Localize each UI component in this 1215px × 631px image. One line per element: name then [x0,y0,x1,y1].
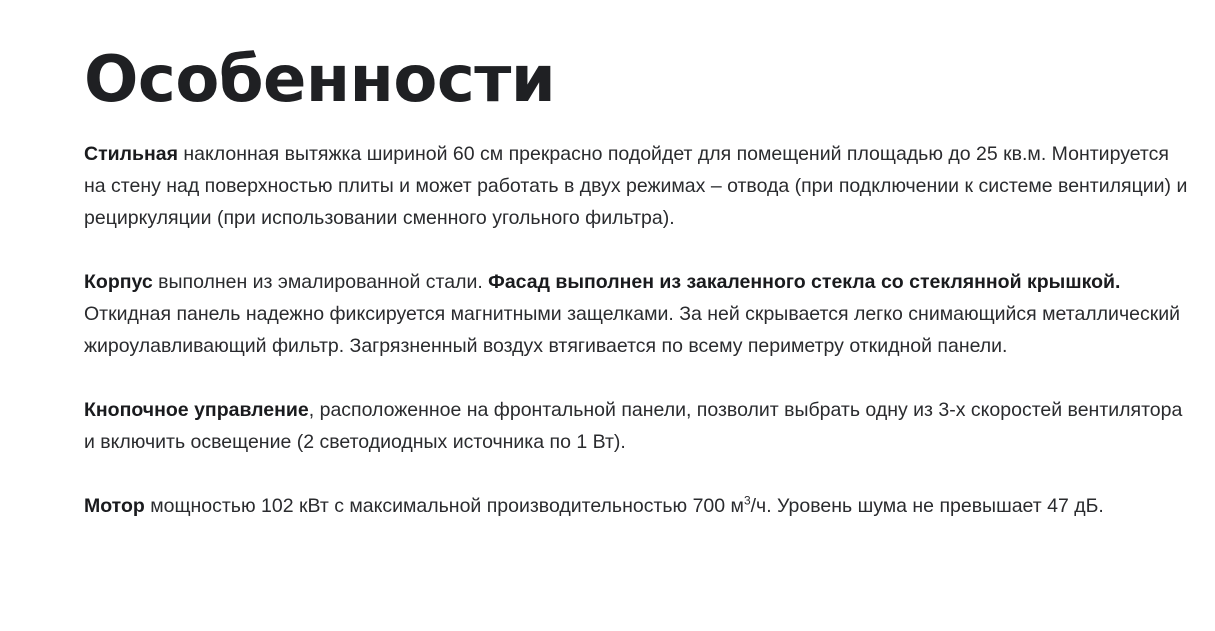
controls-text: , расположенное на фронтальной панели, позволит выбрать одну из 3-х скоростей вентилятора и включить освещение (2 светодиодных источника по 1 Вт). [84,399,1183,453]
motor-text-2: /ч. Уровень шума не превышает 47 дБ. [750,495,1104,517]
style-paragraph [84,138,1194,234]
style-bold-lead: Стильная [84,143,178,165]
features-content [84,40,1194,554]
page-title: Особенности [84,43,556,117]
body-text-2: Откидная панель надежно фиксируется магнитными защелками. За ней скрывается легко снимающийся металлический жироулавливающий фильтр. Загрязненный воздух втягивается по всему периметру откидной панели. [84,303,1181,357]
motor-text-1: мощностью 102 кВт с максимальной производительностью 700 м [144,495,744,517]
motor-paragraph [84,490,1194,522]
body-text-1: выполнен из эмалированной стали. [152,271,489,293]
controls-bold-lead: Кнопочное управление [84,399,309,421]
facade-bold-text: Фасад выполнен из закаленного стекла со стеклянной крышкой. [488,271,1121,293]
body-bold-lead: Корпус [84,271,153,293]
cubic-superscript: 3 [743,493,751,508]
body-paragraph [84,266,1194,362]
motor-bold-lead: Мотор [84,495,145,517]
controls-paragraph [84,394,1194,458]
style-text: наклонная вытяжка шириной 60 см прекрасно подойдет для помещений площадью до 25 кв.м. Монтируется на стену над поверхностью плиты и может работать в двух режимах – отвода (при подключении к системе вентиляции) и рециркуляции (при использовании сменного угольного фильтра). [84,143,1188,229]
